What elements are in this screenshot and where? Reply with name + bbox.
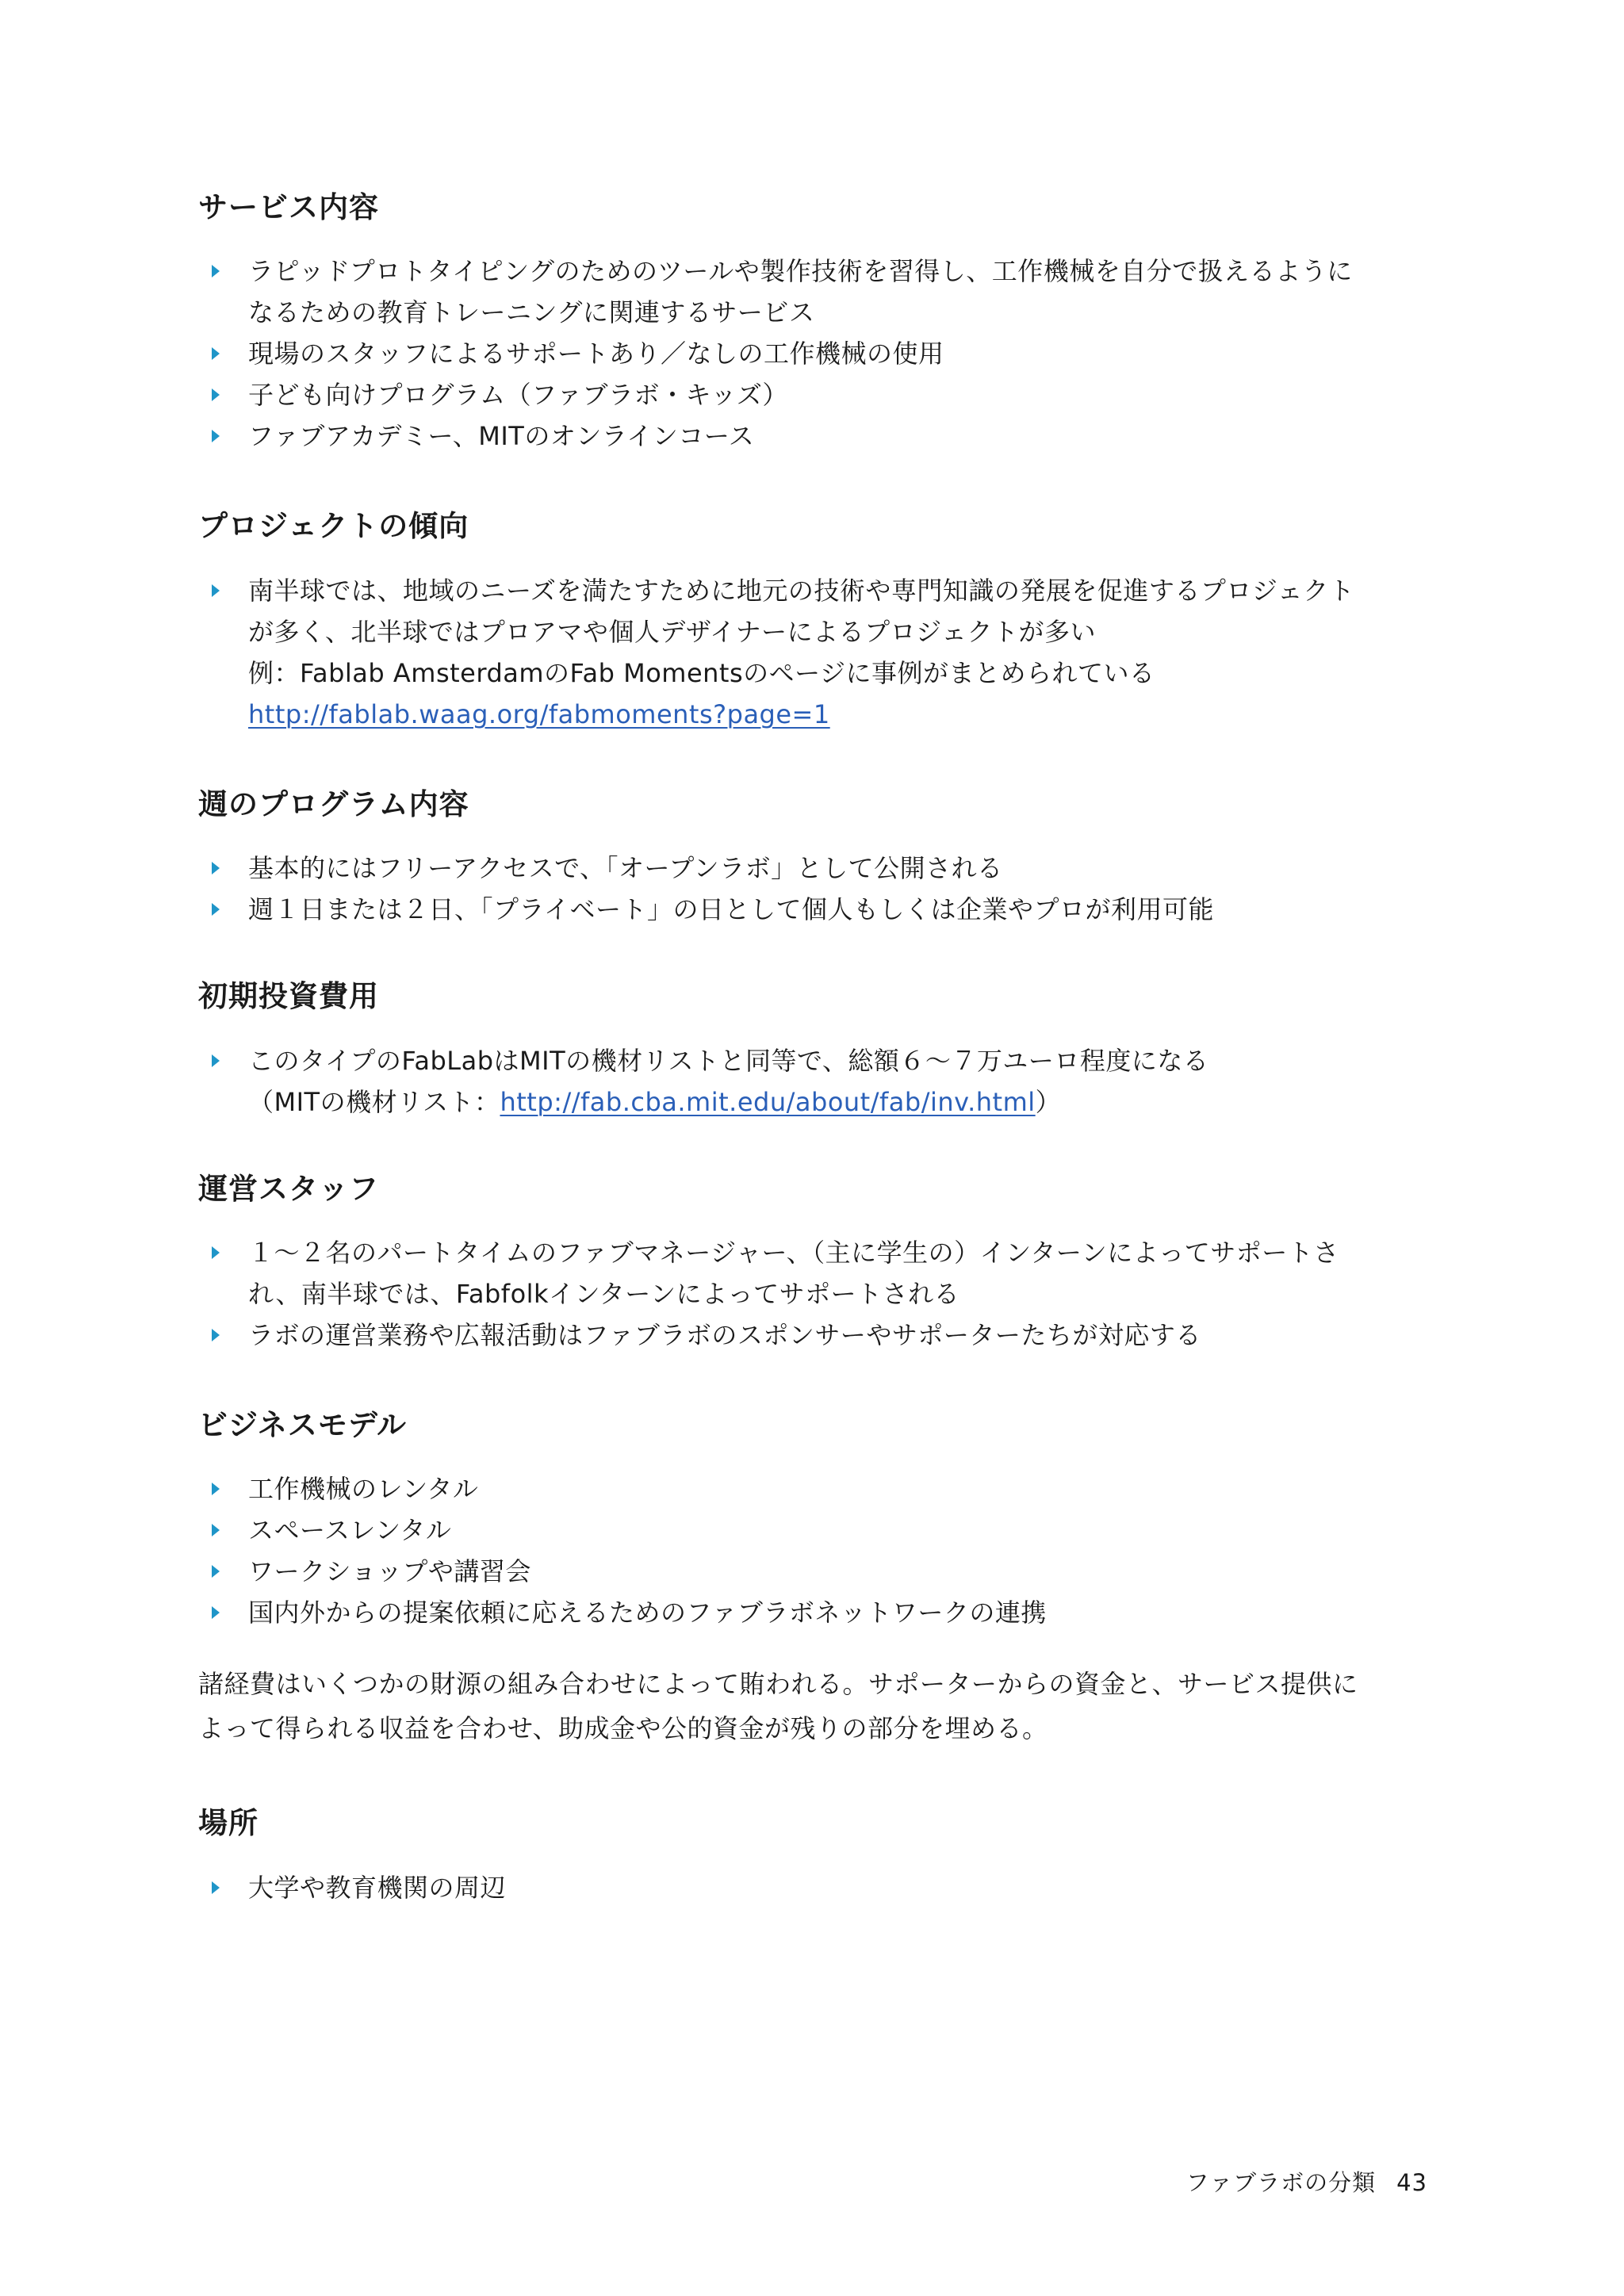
section-heading: 場所 bbox=[198, 1806, 259, 1841]
fab-moments-link[interactable]: http://fablab.waag.org/fabmoments?page=1 bbox=[248, 698, 830, 729]
list-item: 工作機械のレンタル bbox=[198, 1468, 1435, 1510]
triangle-bullet-icon bbox=[212, 430, 220, 442]
triangle-bullet-icon bbox=[212, 1881, 220, 1894]
list-item: ファブアカデミー、MITのオンラインコース bbox=[198, 415, 1435, 457]
triangle-bullet-icon bbox=[212, 584, 220, 597]
chapter-title: ファブラボの分類 bbox=[1185, 2169, 1377, 2196]
section-business-model bbox=[198, 1408, 1435, 1751]
bullet-list bbox=[198, 1040, 1435, 1123]
list-item: ラピッドプロトタイピングのためのツールや製作技術を習得し、工作機械を自分で扱えるように なるための教育トレーニングに関連するサービス bbox=[198, 251, 1435, 333]
section-weekly-program bbox=[198, 787, 1435, 930]
triangle-bullet-icon bbox=[212, 1329, 220, 1341]
section-location bbox=[198, 1806, 1435, 1908]
section-project-trends bbox=[198, 509, 1435, 734]
business-model-paragraph: 諸経費はいくつかの財源の組み合わせによって賄われる。サポーターからの資金と、サービス提供に よって得られる収益を合わせ、助成金や公的資金が残りの部分を埋める。 bbox=[198, 1669, 1358, 1744]
triangle-bullet-icon bbox=[212, 862, 220, 874]
list-item: スペースレンタル bbox=[198, 1510, 1435, 1551]
triangle-bullet-icon bbox=[212, 265, 220, 277]
section-initial-cost bbox=[198, 979, 1435, 1122]
triangle-bullet-icon bbox=[212, 347, 220, 360]
list-item: 国内外からの提案依頼に応えるためのファブラボネットワークの連携 bbox=[198, 1592, 1435, 1633]
bullet-list bbox=[198, 570, 1435, 735]
list-item: このタイプのFabLabはMITの機材リストと同等で、総額６〜７万ユーロ程度になる （MITの機材リスト：http://fab.cba.mit.edu/about/fab/inv.html） bbox=[198, 1040, 1435, 1123]
bullet-list bbox=[198, 251, 1435, 457]
page-number: 43 bbox=[1396, 2169, 1427, 2196]
triangle-bullet-icon bbox=[212, 388, 220, 401]
list-item: 大学や教育機関の周辺 bbox=[198, 1867, 1435, 1908]
list-item: 週１日または２日、「プライベート」の日として個人もしくは企業やプロが利用可能 bbox=[198, 889, 1435, 930]
triangle-bullet-icon bbox=[212, 1524, 220, 1536]
bullet-list bbox=[198, 1232, 1435, 1356]
bullet-list bbox=[198, 848, 1435, 930]
section-heading: サービス内容 bbox=[198, 190, 379, 224]
list-item: ワークショップや講習会 bbox=[198, 1551, 1435, 1592]
triangle-bullet-icon bbox=[212, 1054, 220, 1067]
list-item: 基本的にはフリーアクセスで、「オープンラボ」として公開される bbox=[198, 848, 1435, 889]
mit-inventory-link[interactable]: http://fab.cba.mit.edu/about/fab/inv.html bbox=[500, 1086, 1036, 1117]
list-item: １〜２名のパートタイムのファブマネージャー、（主に学生の）インターンによってサポートさ れ、南半球では、Fabfolkインターンによってサポートされる bbox=[198, 1232, 1435, 1314]
section-staff bbox=[198, 1172, 1435, 1356]
section-heading: 初期投資費用 bbox=[198, 979, 379, 1014]
section-heading: 週のプログラム内容 bbox=[198, 786, 469, 821]
page-footer bbox=[1186, 2165, 1427, 2198]
list-item: ラボの運営業務や広報活動はファブラボのスポンサーやサポーターたちが対応する bbox=[198, 1314, 1435, 1356]
list-item: 南半球では、地域のニーズを満たすために地元の技術や専門知識の発展を促進するプロジェクト が多く、北半球ではプロアマや個人デザイナーによるプロジェクトが多い 例：Fablab AmsterdamのFab Momentsのページに事例がまとめられている http://fablab.waag.org/fabmoments?page=1 bbox=[198, 570, 1435, 735]
section-heading: 運営スタッフ bbox=[198, 1171, 379, 1206]
bullet-list bbox=[198, 1867, 1435, 1908]
triangle-bullet-icon bbox=[212, 1565, 220, 1578]
triangle-bullet-icon bbox=[212, 1606, 220, 1619]
bullet-list bbox=[198, 1468, 1435, 1633]
list-item: 子ども向けプログラム（ファブラボ・キッズ） bbox=[198, 374, 1435, 415]
triangle-bullet-icon bbox=[212, 1246, 220, 1259]
page-content bbox=[198, 190, 1435, 1959]
section-services bbox=[198, 190, 1435, 457]
section-heading: ビジネスモデル bbox=[198, 1407, 408, 1442]
list-item: 現場のスタッフによるサポートあり／なしの工作機械の使用 bbox=[198, 333, 1435, 374]
triangle-bullet-icon bbox=[212, 903, 220, 916]
triangle-bullet-icon bbox=[212, 1483, 220, 1495]
section-heading: プロジェクトの傾向 bbox=[198, 509, 469, 544]
